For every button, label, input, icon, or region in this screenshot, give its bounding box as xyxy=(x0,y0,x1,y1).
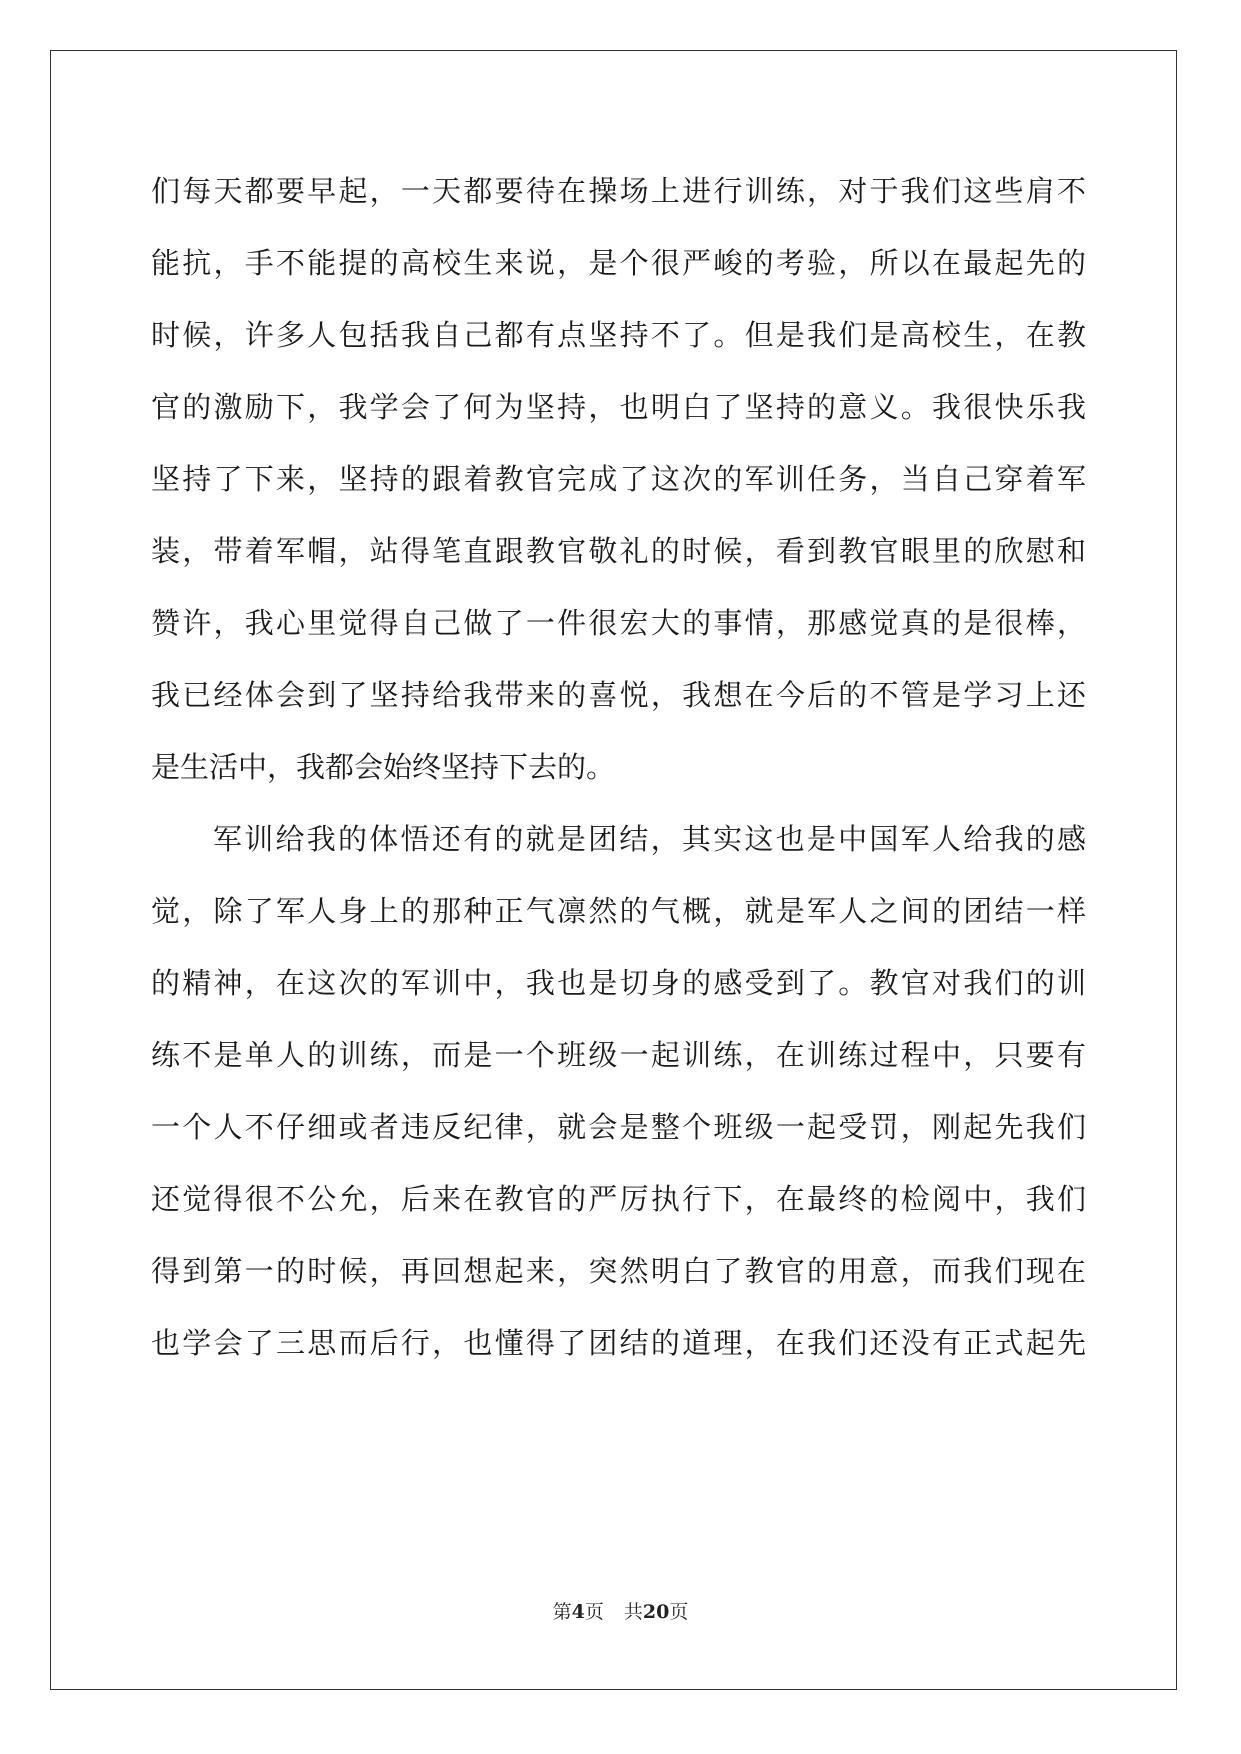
text-line: 坚持了下来，坚持的跟着教官完成了这次的军训任务，当自己穿着军 xyxy=(151,462,1086,496)
text-line: 的精神，在这次的军训中，我也是切身的感受到了。教官对我们的训 xyxy=(151,966,1086,1000)
text-line: 能抗，手不能提的高校生来说，是个很严峻的考验，所以在最起先的 xyxy=(151,246,1086,280)
text-line: 得到第一的时候，再回想起来，突然明白了教官的用意，而我们现在 xyxy=(151,1254,1086,1288)
paragraph-end-line: 是生活中，我都会始终坚持下去的。 xyxy=(151,750,616,784)
text-line: 时候，许多人包括我自己都有点坚持不了。但是我们是高校生，在教 xyxy=(151,318,1086,352)
page-prefix: 第 xyxy=(552,1601,572,1623)
text-line: 一个人不仔细或者违反纪律，就会是整个班级一起受罚，刚起先我们 xyxy=(151,1110,1086,1144)
total-page-count: 20 xyxy=(642,1601,670,1623)
total-prefix: 共 xyxy=(623,1601,643,1623)
text-line: 赞许，我心里觉得自己做了一件很宏大的事情，那感觉真的是很棒， xyxy=(151,606,1086,640)
text-line: 我已经体会到了坚持给我带来的喜悦，我想在今后的不管是学习上还 xyxy=(151,678,1086,712)
text-line: 还觉得很不公允，后来在教官的严厉执行下，在最终的检阅中，我们 xyxy=(151,1182,1086,1216)
text-line: 也学会了三思而后行，也懂得了团结的道理，在我们还没有正式起先 xyxy=(151,1326,1086,1360)
page-border xyxy=(50,50,1177,1690)
text-line: 觉，除了军人身上的那种正气凛然的气概，就是军人之间的团结一样 xyxy=(151,894,1086,928)
page-footer xyxy=(0,1600,1241,1624)
text-line: 练不是单人的训练，而是一个班级一起训练，在训练过程中，只要有 xyxy=(151,1038,1086,1072)
total-unit: 页 xyxy=(669,1601,689,1623)
current-page-number: 4 xyxy=(571,1601,585,1623)
text-line: 装，带着军帽，站得笔直跟教官敬礼的时候，看到教官眼里的欣慰和 xyxy=(151,534,1086,568)
paragraph-first-line: 军训给我的体悟还有的就是团结，其实这也是中国军人给我的感 xyxy=(213,822,1086,856)
text-line: 官的激励下，我学会了何为坚持，也明白了坚持的意义。我很快乐我 xyxy=(151,390,1086,424)
page-unit: 页 xyxy=(584,1601,604,1623)
text-line: 们每天都要早起，一天都要待在操场上进行训练，对于我们这些肩不 xyxy=(151,174,1086,208)
